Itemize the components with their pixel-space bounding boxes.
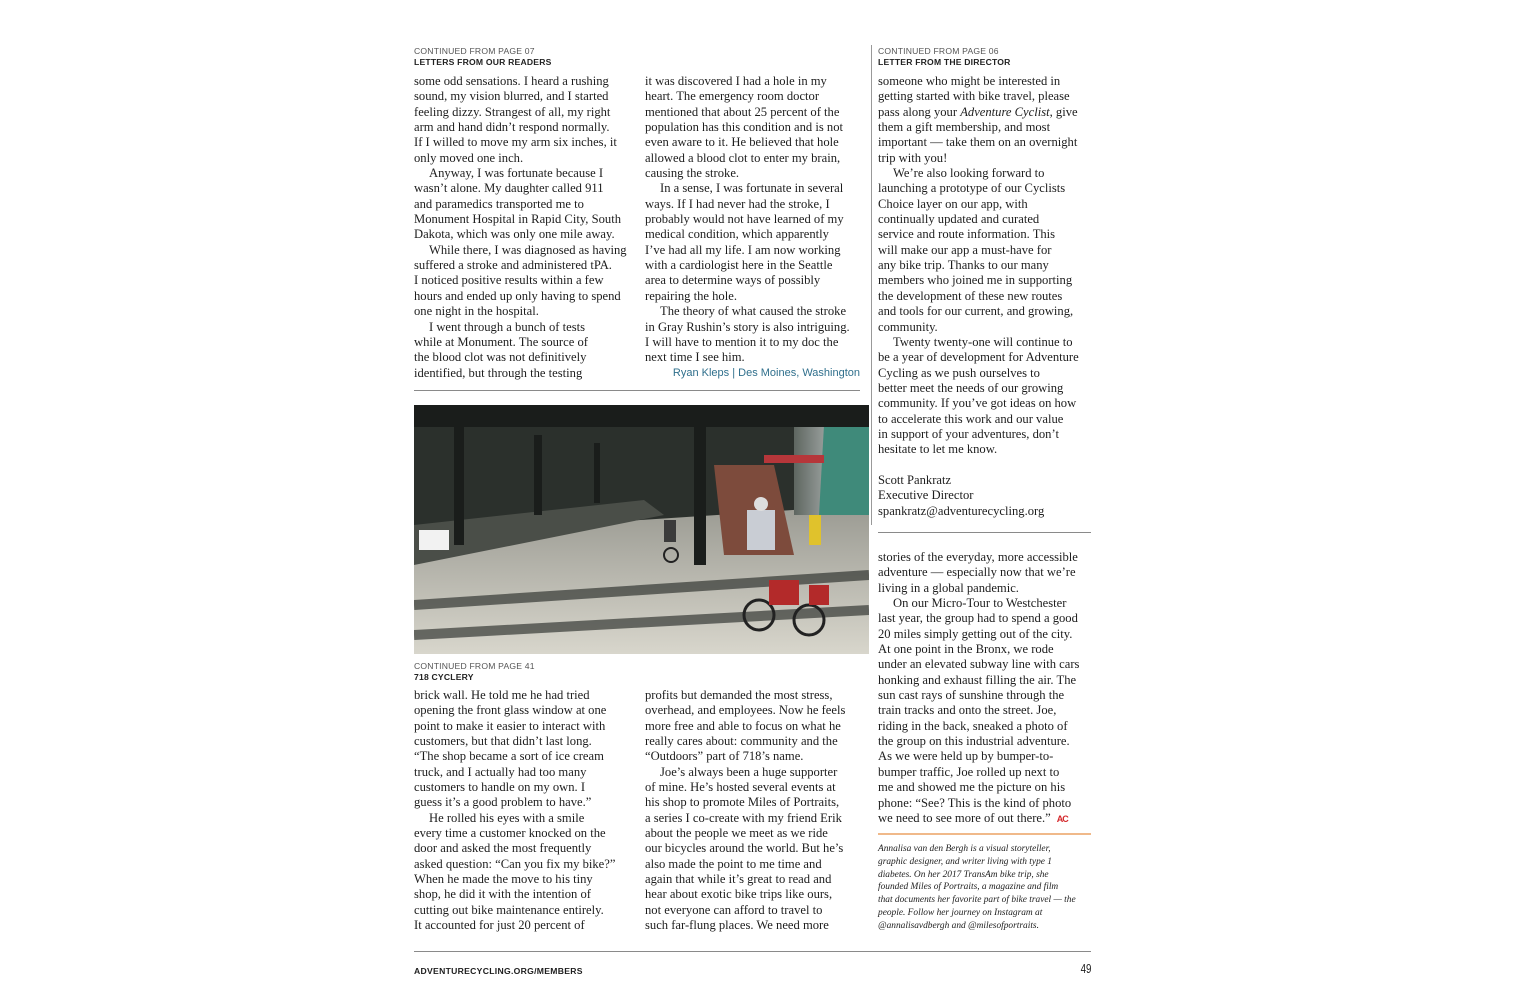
text-line: asked question: “Can you fix my bike?”: [414, 856, 616, 871]
end-mark-logo-icon: AC: [1056, 813, 1068, 824]
signoff-line: Executive Director: [878, 488, 974, 503]
text-line: will make our app a must-have for: [878, 242, 1052, 257]
text-line: Twenty twenty-one will continue to: [893, 334, 1073, 349]
text-line: getting started with bike travel, please: [878, 89, 1070, 104]
text-line: in support of your adventures, don’t: [878, 426, 1059, 441]
text-line: In a sense, I was fortunate in several: [660, 181, 844, 196]
text-line: point to make it easier to interact with: [414, 718, 606, 733]
director-column: [878, 74, 1079, 458]
text-line: door and asked the most frequently: [414, 841, 592, 856]
footer-url[interactable]: ADVENTURECYCLING.ORG/MEMBERS: [414, 966, 583, 976]
divider: [878, 532, 1091, 533]
bio-line: Annalisa van den Bergh is a visual storyteller,: [878, 844, 1051, 854]
text-line: about the people we meet as we ride: [645, 826, 828, 841]
text-line: On our Micro-Tour to Westchester: [893, 596, 1067, 611]
text-line: while at Monument. The source of: [414, 334, 588, 349]
text-line: hear about exotic bike trips like ours,: [645, 887, 833, 902]
text-line: important — take them on an overnight: [878, 135, 1078, 150]
text-line: community. If you’ve got ideas on how: [878, 396, 1077, 411]
photo-illustration: [414, 405, 869, 654]
text-line: not everyone can afford to travel to: [645, 902, 823, 917]
text-line: mentioned that about 25 percent of the: [645, 104, 840, 119]
text-line: guess it’s a good problem to have.”: [414, 795, 592, 810]
text-line: Joe’s always been a huge supporter: [660, 764, 838, 779]
footer-divider: [414, 951, 1091, 952]
text-line: with a cardiologist here in the Seattle: [645, 258, 833, 273]
text-line: causing the stroke.: [645, 166, 740, 181]
director-kicker: [878, 46, 1011, 67]
text-line: I went through a bunch of tests: [429, 319, 585, 334]
text-line: When he made the move to his tiny: [414, 872, 593, 887]
text-line: launching a prototype of our Cyclists: [878, 181, 1066, 196]
accent-divider: [878, 833, 1091, 835]
text-line: allowed a blood clot to enter my brain,: [645, 150, 841, 165]
text-line: The theory of what caused the stroke: [660, 304, 847, 319]
text-line: also made the point to me time and: [645, 856, 822, 871]
text-line: medical condition, which apparently: [645, 227, 829, 242]
director-signoff: [878, 473, 1044, 519]
continued-label: CONTINUED FROM PAGE 07: [414, 46, 535, 56]
text-line: suffered a stroke and administered tPA.: [414, 258, 612, 273]
text-line: Anyway, I was fortunate because I: [429, 166, 604, 181]
column-divider: [871, 45, 872, 525]
text-line: brick wall. He told me he had tried: [414, 688, 590, 702]
text-line: Monument Hospital in Rapid City, South: [414, 212, 621, 227]
text-line: next time I see him.: [645, 350, 745, 365]
text-line: sound, my vision blurred, and I started: [414, 89, 609, 104]
text-line: only moved one inch.: [414, 150, 524, 165]
letter-signature: Ryan Kleps | Des Moines, Washington: [672, 367, 860, 379]
text-line: the group on this industrial adventure.: [878, 734, 1070, 749]
text-line: While there, I was diagnosed as having: [429, 242, 627, 257]
cyclery-column-1: [414, 688, 615, 934]
text-line: I will have to mention it to my doc the: [645, 334, 839, 349]
director-email[interactable]: spankratz@adventurecycling.org: [878, 503, 1045, 518]
text-line: trip with you!: [878, 150, 948, 165]
text-line: population has this condition and is not: [645, 120, 843, 135]
text-line: be a year of development for Adventure: [878, 350, 1079, 365]
continued-label: CONTINUED FROM PAGE 06: [878, 46, 999, 56]
text-line: shop, he did it with the intention of: [414, 887, 591, 902]
text-line: and paramedics transported me to: [414, 196, 584, 211]
text-line: some odd sensations. I heard a rushing: [414, 74, 609, 88]
text-line: We’re also looking forward to: [893, 166, 1045, 181]
text-line: and tools for our current, and growing,: [878, 304, 1074, 319]
text-line: we need to see more of out there.” AC: [878, 811, 1079, 826]
text-line: to accelerate this work and our value: [878, 411, 1064, 426]
text-line: area to determine ways of possibly: [645, 273, 821, 288]
text-line: “Outdoors” part of 718’s name.: [645, 749, 804, 764]
text-line: the blood clot was not definitively: [414, 350, 587, 365]
text-line: phone: “See? This is the kind of photo: [878, 795, 1072, 810]
text-line: Choice layer on our app, with: [878, 196, 1028, 211]
text-line: wasn’t alone. My daughter called 911: [414, 181, 604, 196]
text-line: truck, and I actually had too many: [414, 764, 587, 779]
text-line: members who joined me in supporting: [878, 273, 1073, 288]
text-line: opening the front glass window at one: [414, 703, 607, 718]
text-line: It accounted for just 20 percent of: [414, 918, 585, 933]
text-line: train tracks and onto the street. Joe,: [878, 703, 1057, 718]
text-line: 20 miles simply getting out of the city.: [878, 626, 1073, 641]
text-line: honking and exhaust filling the air. The: [878, 672, 1077, 687]
text-line: more free and able to focus on what he: [645, 718, 841, 733]
text-line: I’ve had all my life. I am now working: [645, 242, 841, 257]
text-line: every time a customer knocked on the: [414, 826, 606, 841]
text-line: better meet the needs of our growing: [878, 380, 1064, 395]
bio-line: @annalisavdbergh and @milesofportraits.: [878, 920, 1039, 931]
letters-column-1: [414, 74, 627, 381]
text-line: riding in the back, sneaked a photo of: [878, 718, 1068, 733]
text-line: me and showed me the picture on his: [878, 780, 1066, 795]
text-line: one night in the hospital.: [414, 304, 539, 319]
author-bio: [878, 843, 1076, 932]
text-line: any bike trip. Thanks to our many: [878, 258, 1049, 273]
section-title: LETTER FROM THE DIRECTOR: [878, 56, 1011, 67]
text-line: living in a global pandemic.: [878, 580, 1019, 595]
text-line: the development of these new routes: [878, 288, 1063, 303]
text-line: identified, but through the testing: [414, 365, 583, 380]
text-line: cutting out bike maintenance entirely.: [414, 902, 604, 917]
cyclery-column-2: [645, 688, 845, 934]
text-line: our bicycles around the world. But he’s: [645, 841, 844, 856]
text-line: heart. The emergency room doctor: [645, 89, 820, 104]
text-line: customers, but that didn’t last long.: [414, 734, 592, 749]
text-line: feeling dizzy. Strangest of all, my right: [414, 104, 611, 119]
text-line: again that while it’s great to read and: [645, 872, 832, 887]
text-line: profits but demanded the most stress,: [645, 688, 833, 702]
bio-line: founded Miles of Portraits, a magazine and film: [878, 882, 1059, 893]
page-number: 49: [1080, 961, 1091, 976]
section-title: LETTERS FROM OUR READERS: [414, 56, 552, 67]
text-line: probably would not have learned of my: [645, 212, 844, 227]
text-line: of mine. He’s hosted several events at: [645, 780, 836, 795]
text-line: Dakota, which was only one mile away.: [414, 227, 615, 242]
text-line: As we were held up by bumper-to-: [878, 749, 1054, 764]
text-line: them a gift membership, and most: [878, 120, 1051, 135]
bio-line: graphic designer, and writer living with type 1: [878, 856, 1052, 867]
section-title: 718 CYCLERY: [414, 671, 474, 682]
text-line: If I willed to move my arm six inches, it: [414, 135, 617, 150]
text-line: repairing the hole.: [645, 288, 737, 303]
letters-kicker: [414, 46, 552, 67]
text-line: last year, the group had to spend a good: [878, 611, 1078, 626]
text-line: service and route information. This: [878, 227, 1056, 242]
text-line: it was discovered I had a hole in my: [645, 74, 827, 88]
text-line: a series I co-create with my friend Erik: [645, 810, 842, 825]
text-line: really cares about: community and the: [645, 734, 838, 749]
bio-line: that documents her favorite part of bike travel — the: [878, 895, 1076, 905]
text-line: ways. If I had never had the stroke, I: [645, 196, 830, 211]
text-line: someone who might be interested in: [878, 74, 1061, 88]
text-line: “The shop became a sort of ice cream: [414, 749, 604, 764]
text-line: Cycling as we push ourselves to: [878, 365, 1040, 380]
letters-column-2: [645, 74, 850, 366]
bio-line: people. Follow her journey on Instagram at: [878, 907, 1043, 918]
text-line: He rolled his eyes with a smile: [429, 810, 585, 825]
text-line: community.: [878, 319, 938, 334]
text-line: customers to handle on my own. I: [414, 780, 586, 795]
text-line: even aware to it. He believed that hole: [645, 135, 839, 150]
text-line: adventure — especially now that we’re: [878, 565, 1076, 580]
photo-cyclists-under-elevated-track: [414, 405, 869, 654]
cyclery-column-3: [878, 550, 1079, 826]
text-line: I noticed positive results within a few: [414, 273, 604, 288]
text-line: hesitate to let me know.: [878, 442, 998, 457]
text-line: under an elevated subway line with cars: [878, 657, 1080, 672]
text-line: continually updated and curated: [878, 212, 1040, 227]
text-line: sun cast rays of sunshine through the: [878, 688, 1065, 703]
text-line: bumper traffic, Joe rolled up next to: [878, 764, 1060, 779]
text-line: arm and hand didn’t respond normally.: [414, 120, 610, 135]
text-line: stories of the everyday, more accessible: [878, 550, 1078, 564]
continued-label: CONTINUED FROM PAGE 41: [414, 661, 535, 671]
text-line: pass along your Adventure Cyclist, give: [878, 104, 1078, 119]
text-line: hours and ended up only having to spend: [414, 288, 621, 303]
cyclery-kicker: [414, 661, 535, 682]
text-line: At one point in the Bronx, we rode: [878, 642, 1054, 657]
signoff-line: Scott Pankratz: [878, 473, 952, 487]
text-line: his shop to promote Miles of Portraits,: [645, 795, 840, 810]
text-line: overhead, and employees. Now he feels: [645, 703, 846, 718]
text-line: in Gray Rushin’s story is also intriguing.: [645, 319, 850, 334]
bio-line: diabetes. On her 2017 TransAm bike trip, she: [878, 869, 1049, 880]
text-line: such far-flung places. We need more: [645, 918, 829, 933]
divider: [414, 390, 860, 391]
